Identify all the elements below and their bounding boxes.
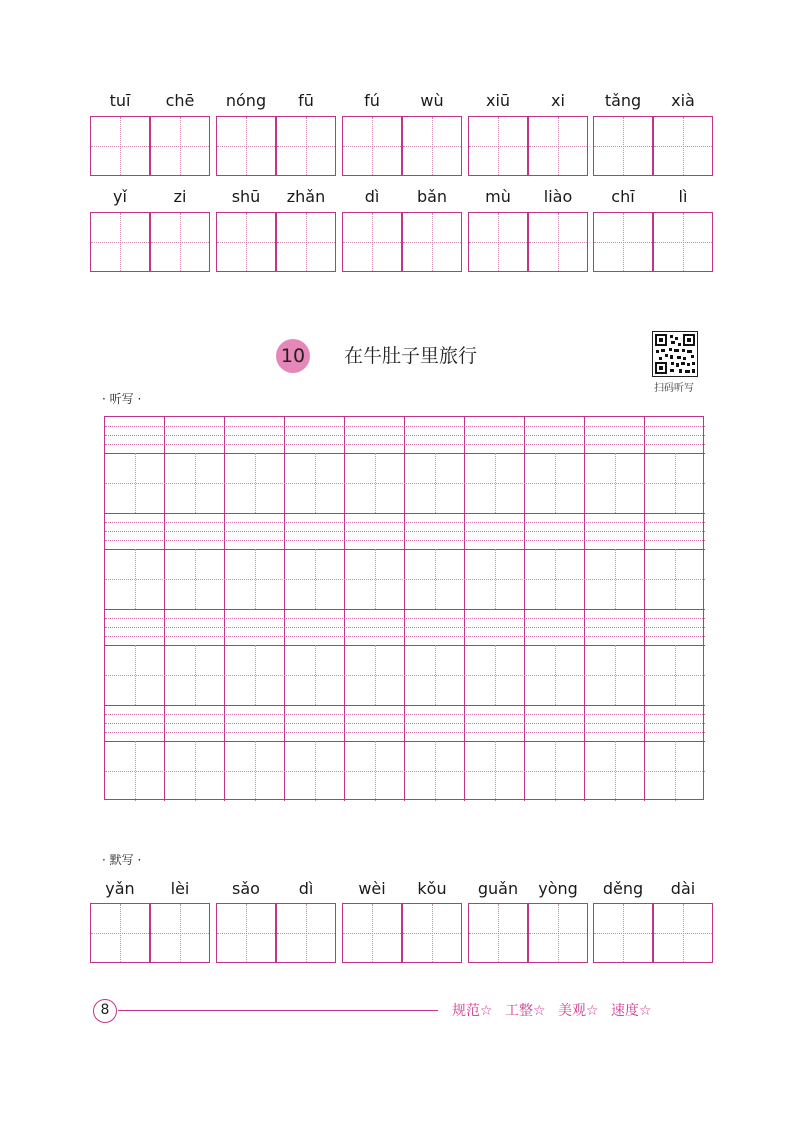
- cell-guide-vertical: [315, 549, 316, 609]
- writing-box-group: [593, 903, 713, 963]
- pinyin-syllable: bǎn: [416, 187, 448, 206]
- pinyin-syllable: xià: [671, 91, 695, 110]
- pinyin-guide-line: [105, 444, 705, 445]
- pinyin-syllable: nóng: [225, 91, 267, 110]
- pinyin-guide-line: [105, 540, 705, 541]
- cell-guide-vertical: [375, 741, 376, 801]
- pinyin-guide-line: [105, 714, 705, 715]
- pinyin-syllable: mù: [485, 187, 511, 206]
- cell-guide-vertical: [195, 741, 196, 801]
- cell-guide-vertical: [615, 645, 616, 705]
- pinyin-syllable: děng: [602, 879, 644, 898]
- pinyin-group: [468, 86, 588, 116]
- cell-guide-vertical: [615, 549, 616, 609]
- rating-beauty: 美观☆: [558, 1003, 599, 1019]
- writing-box-group: [593, 116, 713, 176]
- writing-cell[interactable]: [342, 212, 402, 272]
- writing-cell[interactable]: [468, 116, 528, 176]
- pinyin-group: [593, 874, 713, 904]
- cell-guide-vertical: [615, 453, 616, 513]
- writing-cell[interactable]: [468, 212, 528, 272]
- cell-guide-vertical: [195, 645, 196, 705]
- cell-guide-vertical: [495, 549, 496, 609]
- pinyin-syllable: sǎo: [232, 879, 260, 898]
- pinyin-group: [90, 182, 210, 212]
- writing-cell[interactable]: [90, 116, 150, 176]
- cell-guide-vertical: [675, 549, 676, 609]
- writing-box-group: [90, 116, 210, 176]
- writing-cell[interactable]: [593, 212, 653, 272]
- writing-cell[interactable]: [150, 116, 210, 176]
- pinyin-group: [468, 874, 588, 904]
- cell-guide-vertical: [495, 741, 496, 801]
- cell-guide-horizontal: [594, 242, 652, 243]
- writing-box-group: [90, 903, 210, 963]
- cell-guide-horizontal: [654, 933, 712, 934]
- pinyin-group: [593, 182, 713, 212]
- pinyin-group: [593, 86, 713, 116]
- pinyin-syllable: fū: [298, 91, 314, 110]
- cell-guide-horizontal: [654, 242, 712, 243]
- cell-guide-vertical: [375, 645, 376, 705]
- cell-guide-horizontal: [277, 146, 335, 147]
- cell-guide-vertical: [135, 549, 136, 609]
- page-number: 8: [93, 999, 117, 1023]
- pinyin-guide-line: [105, 627, 705, 628]
- writing-cell[interactable]: [528, 212, 588, 272]
- recite-pinyin-row: [90, 874, 716, 904]
- pinyin-syllable: yòng: [538, 879, 578, 898]
- pinyin-row-1: [90, 86, 716, 116]
- writing-cell[interactable]: [342, 903, 402, 963]
- lesson-title: 在牛肚子里旅行: [344, 345, 478, 367]
- writing-cell[interactable]: [150, 212, 210, 272]
- pinyin-guide-line: [105, 522, 705, 523]
- pinyin-guide-line: [105, 426, 705, 427]
- cell-guide-vertical: [375, 549, 376, 609]
- box-row-2: [90, 212, 716, 274]
- writing-box-group: [342, 212, 462, 272]
- cell-guide-horizontal: [594, 146, 652, 147]
- pinyin-group: [216, 874, 336, 904]
- cell-guide-vertical: [195, 453, 196, 513]
- cell-guide-horizontal: [403, 146, 461, 147]
- cell-guide-vertical: [675, 645, 676, 705]
- pinyin-syllable: yǎn: [105, 879, 135, 898]
- cell-guide-vertical: [555, 549, 556, 609]
- writing-cell[interactable]: [653, 903, 713, 963]
- writing-box-group: [342, 116, 462, 176]
- pinyin-syllable: xiū: [485, 91, 511, 110]
- writing-cell[interactable]: [528, 903, 588, 963]
- writing-cell[interactable]: [402, 116, 462, 176]
- rating-neat: 工整☆: [505, 1003, 546, 1019]
- cell-guide-horizontal: [91, 242, 149, 243]
- qr-code-icon[interactable]: [652, 331, 698, 377]
- lesson-number-badge: 10: [276, 339, 310, 373]
- writing-cell[interactable]: [90, 212, 150, 272]
- cell-guide-vertical: [615, 741, 616, 801]
- pinyin-guide-line: [105, 531, 705, 532]
- cell-guide-vertical: [555, 453, 556, 513]
- pinyin-syllable: dài: [670, 879, 696, 898]
- writing-cell[interactable]: [468, 903, 528, 963]
- pinyin-syllable: guǎn: [477, 879, 519, 898]
- writing-cell[interactable]: [276, 212, 336, 272]
- cell-guide-horizontal: [151, 242, 209, 243]
- cell-guide-vertical: [435, 453, 436, 513]
- rating-speed: 速度☆: [611, 1003, 652, 1019]
- pinyin-syllable: fú: [364, 91, 380, 110]
- writing-cell[interactable]: [150, 903, 210, 963]
- writing-cell[interactable]: [653, 116, 713, 176]
- cell-guide-horizontal: [91, 146, 149, 147]
- recite-section-label: · 默写 ·: [102, 853, 142, 867]
- recite-box-row: [90, 903, 716, 965]
- cell-guide-vertical: [555, 645, 556, 705]
- row-separator: [105, 609, 705, 610]
- cell-guide-horizontal: [277, 242, 335, 243]
- cell-guide-vertical: [375, 453, 376, 513]
- pinyin-syllable: tǎng: [604, 91, 642, 110]
- writing-cell[interactable]: [402, 212, 462, 272]
- pinyin-syllable: kǒu: [417, 879, 447, 898]
- cell-guide-vertical: [315, 741, 316, 801]
- writing-cell[interactable]: [528, 116, 588, 176]
- writing-cell[interactable]: [90, 903, 150, 963]
- cell-guide-vertical: [675, 453, 676, 513]
- cell-guide-vertical: [135, 741, 136, 801]
- cell-guide-horizontal: [343, 146, 401, 147]
- cell-guide-horizontal: [469, 242, 527, 243]
- pinyin-guide-line: [105, 723, 705, 724]
- cell-guide-vertical: [135, 453, 136, 513]
- pinyin-syllable: zi: [173, 187, 187, 206]
- cell-guide-vertical: [435, 645, 436, 705]
- cell-guide-horizontal: [151, 933, 209, 934]
- pinyin-guide-line: [105, 636, 705, 637]
- writing-box-group: [468, 212, 588, 272]
- cell-guide-horizontal: [403, 242, 461, 243]
- pinyin-group: [216, 182, 336, 212]
- cell-guide-vertical: [255, 453, 256, 513]
- qr-label: 扫码听写: [654, 383, 694, 394]
- qr-code-graphic: [653, 332, 697, 376]
- cell-guide-vertical: [195, 549, 196, 609]
- cell-guide-horizontal: [151, 146, 209, 147]
- cell-guide-horizontal: [343, 933, 401, 934]
- cell-guide-horizontal: [469, 933, 527, 934]
- writing-box-group: [90, 212, 210, 272]
- cell-guide-vertical: [555, 741, 556, 801]
- cell-guide-vertical: [675, 741, 676, 801]
- writing-cell[interactable]: [216, 212, 276, 272]
- row-separator: [105, 705, 705, 706]
- writing-cell[interactable]: [593, 903, 653, 963]
- pinyin-syllable: wù: [420, 91, 444, 110]
- pinyin-guide-line: [105, 435, 705, 436]
- writing-cell[interactable]: [276, 116, 336, 176]
- pinyin-guide-line: [105, 732, 705, 733]
- pinyin-syllable: shū: [231, 187, 261, 206]
- footer-divider: [118, 1010, 438, 1011]
- cell-guide-horizontal: [91, 933, 149, 934]
- cell-guide-vertical: [495, 645, 496, 705]
- writing-cell[interactable]: [216, 116, 276, 176]
- cell-guide-horizontal: [654, 146, 712, 147]
- cell-guide-horizontal: [217, 146, 275, 147]
- cell-guide-vertical: [135, 645, 136, 705]
- writing-box-group: [468, 903, 588, 963]
- writing-cell[interactable]: [402, 903, 462, 963]
- writing-cell[interactable]: [342, 116, 402, 176]
- cell-guide-horizontal: [277, 933, 335, 934]
- pinyin-syllable: chī: [611, 187, 635, 206]
- pinyin-group: [342, 874, 462, 904]
- dictation-section-label: · 听写 ·: [102, 392, 142, 406]
- cell-guide-vertical: [255, 741, 256, 801]
- pinyin-group: [468, 182, 588, 212]
- cell-guide-horizontal: [217, 933, 275, 934]
- cell-guide-vertical: [255, 549, 256, 609]
- pinyin-syllable: zhǎn: [286, 187, 326, 206]
- cell-guide-vertical: [495, 453, 496, 513]
- pinyin-syllable: lèi: [170, 879, 190, 898]
- pinyin-syllable: wèi: [358, 879, 386, 898]
- rating-standard: 规范☆: [452, 1003, 493, 1019]
- cell-guide-horizontal: [529, 146, 587, 147]
- pinyin-group: [342, 182, 462, 212]
- cell-guide-vertical: [435, 741, 436, 801]
- pinyin-syllable: xi: [551, 91, 565, 110]
- pinyin-syllable: chē: [165, 91, 195, 110]
- pinyin-row-2: [90, 182, 716, 212]
- writing-cell[interactable]: [593, 116, 653, 176]
- pinyin-group: [216, 86, 336, 116]
- cell-guide-vertical: [255, 645, 256, 705]
- dictation-grid[interactable]: [104, 416, 704, 800]
- writing-box-group: [216, 903, 336, 963]
- pinyin-group: [342, 86, 462, 116]
- cell-guide-horizontal: [469, 146, 527, 147]
- cell-guide-horizontal: [594, 933, 652, 934]
- writing-box-group: [468, 116, 588, 176]
- pinyin-syllable: dì: [364, 187, 380, 206]
- pinyin-syllable: yǐ: [113, 187, 127, 206]
- cell-guide-vertical: [435, 549, 436, 609]
- pinyin-group: [90, 86, 210, 116]
- pinyin-syllable: dì: [298, 879, 314, 898]
- writing-cell[interactable]: [653, 212, 713, 272]
- pinyin-group: [90, 874, 210, 904]
- cell-guide-horizontal: [343, 242, 401, 243]
- cell-guide-horizontal: [529, 242, 587, 243]
- cell-guide-horizontal: [403, 933, 461, 934]
- pinyin-syllable: lì: [678, 187, 688, 206]
- pinyin-syllable: liào: [543, 187, 573, 206]
- footer-rating: [452, 999, 714, 1023]
- pinyin-syllable: tuī: [109, 91, 131, 110]
- writing-box-group: [216, 116, 336, 176]
- cell-guide-vertical: [315, 645, 316, 705]
- writing-box-group: [342, 903, 462, 963]
- box-row-1: [90, 116, 716, 178]
- cell-guide-horizontal: [217, 242, 275, 243]
- writing-cell[interactable]: [216, 903, 276, 963]
- pinyin-guide-line: [105, 618, 705, 619]
- writing-box-group: [593, 212, 713, 272]
- cell-guide-vertical: [315, 453, 316, 513]
- row-separator: [105, 513, 705, 514]
- writing-cell[interactable]: [276, 903, 336, 963]
- cell-guide-horizontal: [529, 933, 587, 934]
- writing-box-group: [216, 212, 336, 272]
